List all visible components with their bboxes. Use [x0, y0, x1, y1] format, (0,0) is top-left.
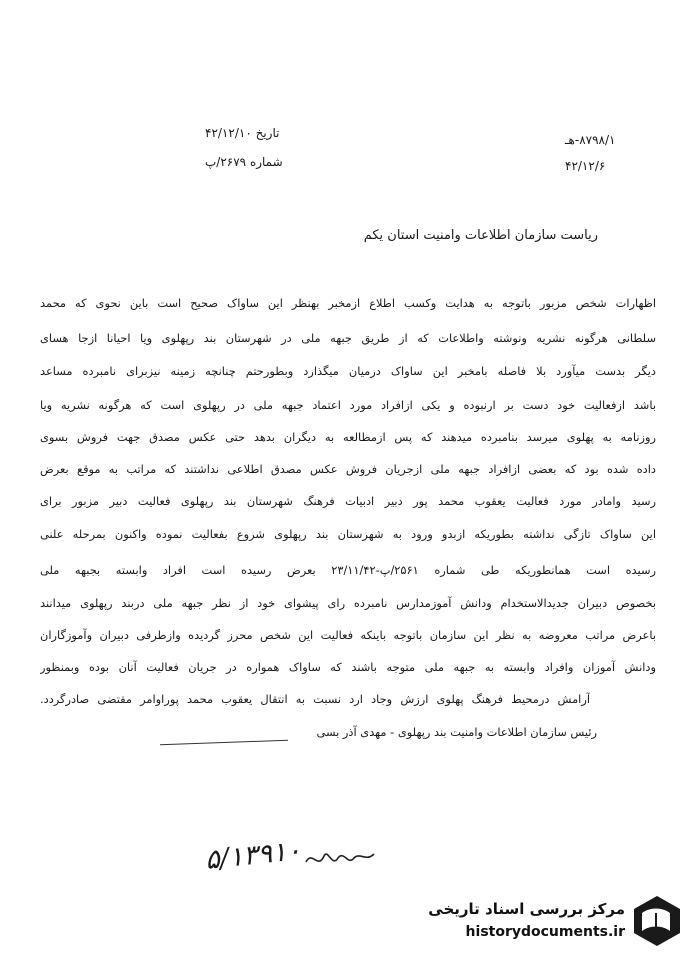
body-line: اظهارات شخص مزبور باتوجه به هدایت وکسب اطلاع ازمخبر بهنظر این ساواک صحیح است باین نحوی که محمد [40, 296, 656, 310]
body-line: باعرض مراتب معروضه به نظر این سازمان باتوجه باینکه فعالیت این شخص محرز گردیده وازطرفی دبیران وآموزگاران [40, 628, 656, 642]
watermark-title: مرکز بررسی اسناد تاریخی [428, 900, 625, 918]
body-line: آرامش درمحیط فرهنگ پهلوی ارزش وجاد ارد نسبت به انتقال یعقوب محمد پوراوامر مقتضی صادرگردد. [40, 692, 590, 706]
signature-line: رئیس سازمان اطلاعات وامنیت بند رپهلوی - مهدی آذر بسی [316, 725, 597, 739]
handwritten-signature [300, 840, 380, 880]
body-line: داده شده بود که بعضی ازافراد جبهه ملی ازجریان فروش عکس مصدق اطلاعی نداشتند که مراتب به موقع بعرض [40, 462, 656, 476]
archive-logo-icon [630, 893, 684, 949]
body-line: دیگر بدست میآورد بلا فاصله بامخبر این ساواک درمیان میگذارد وبطورحتم چنانچه زمینه نیزبرای نامبرده مساعد [40, 364, 656, 378]
document-number: شماره ۲۶۷۹/پ [205, 155, 283, 169]
watermark-url: historydocuments.ir [465, 924, 625, 940]
body-line: رسیده است همانطوریکه طی شماره ۲۵۶۱/پ-۲۳/۱۱/۴۲ بعرض رسیده است افراد وابسته بجبهه ملی [40, 563, 656, 577]
body-line: بخصوص دبیران جدیدالاستخدام ودانش آموزمدارس نامبرده رای پیشوای خود از نظر جبهه ملی دربند رپهلوی میدانند [40, 596, 656, 610]
body-line: این ساواک تازگی نداشته بطوریکه ازبدو ورود به شهرستان بند رپهلوی شروع بفعالیت نموده واکنون بمرحله علنی [40, 527, 656, 541]
body-line: رسید وامادر مورد فعالیت یعقوب محمد پور دبیر ادبیات فرهنگ شهرستان بند رپهلوی فعالیت دبیر مزبور برای [40, 494, 656, 508]
body-line: باشد ازفعالیت خود دست بر ارنبوده و یکی ازافراد مورد اعتماد جبهه ملی در رپهلوی است که هرگونه نشریه ویا [40, 398, 656, 412]
signature-underline [160, 740, 288, 745]
body-line: روزنامه به پهلوی میرسد بنامبرده میدهند که پس ازمطالعه به دیگران بدهد حتی عکس مصدق جهت فروش بسوی [40, 430, 656, 444]
reference-number: ۸۷۹۸/۱-هـ [565, 133, 616, 147]
reference-date: ۴۲/۱۲/۶ [565, 159, 606, 173]
handwritten-number: ۵/۱۳۹۱۰ [203, 835, 303, 876]
body-line: ودانش آموزان وافراد وابسته به جبهه ملی متوجه باشند که ساواک همواره در جریان فعالیت آنان بوده وبمنظور [40, 660, 656, 674]
document-date: تاریخ ۴۲/۱۲/۱۰ [205, 126, 280, 140]
addressee: ریاست سازمان اطلاعات وامنیت استان یکم [363, 228, 598, 243]
body-line: سلطانی هرگونه نشریه ونوشته واطلاعات که از طریق جبهه ملی در شهرستان بند رپهلوی ویا احیانا ازجا هسای [40, 331, 656, 345]
